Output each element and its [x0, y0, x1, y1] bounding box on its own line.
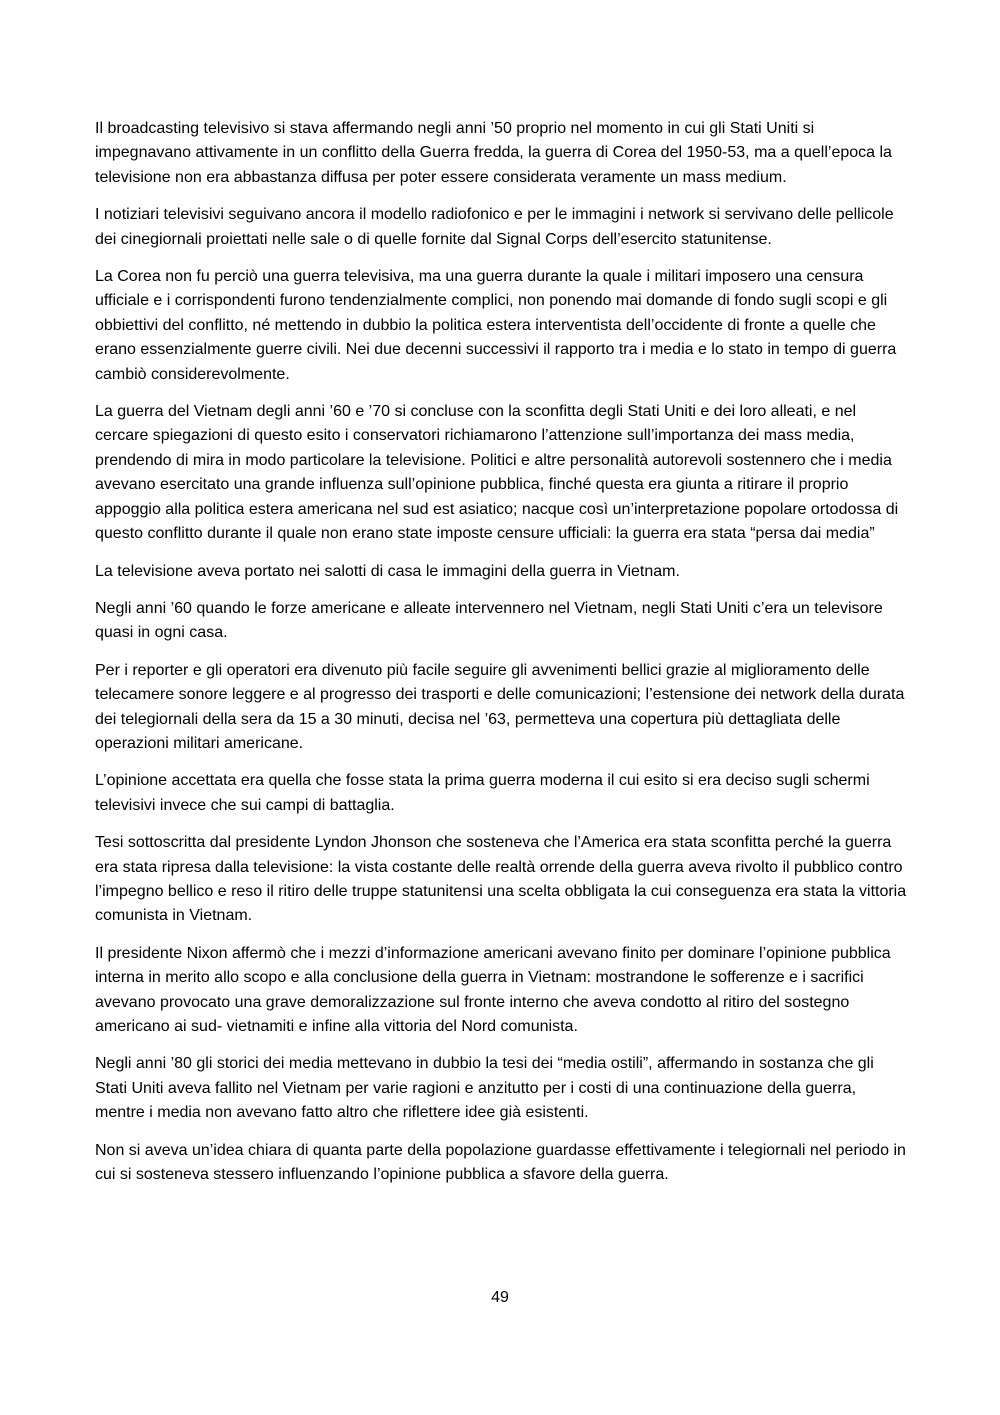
paragraph-6: Negli anni ’60 quando le forze americane e alleate intervennero nel Vietnam, negli Stati Uniti c’era un televisore quasi in ogni casa. [95, 599, 883, 642]
paragraph-12: Non si aveva un’idea chiara di quanta parte della popolazione guardasse effettivamente i telegiornali nel periodo in cui si sosteneva stessero influenzando l’opinione pubblica a sfavore della guerra. [95, 1141, 906, 1184]
paragraph-2: I notiziari televisivi seguivano ancora il modello radiofonico e per le immagini i network si servivano delle pellicole dei cinegiornali proiettati nelle sale o di quelle fornite dal Signal Corps dell’esercito statunitense. [95, 206, 894, 248]
paragraph-5: La televisione aveva portato nei salotti di casa le immagini della guerra in Vietnam. [95, 562, 680, 580]
page-number: 49 [491, 1289, 509, 1306]
paragraph-7: Per i reporter e gli operatori era divenuto più facile seguire gli avvenimenti bellici grazie al miglioramento delle telecamere sonore leggere e al progresso dei trasporti e delle comunicazioni; l’estensione dei network della durata dei telegiornali della sera da 15 a 30 minuti, decisa nel ’63, permetteva una copertura più dettagliata delle operazioni militari americane. [95, 661, 905, 752]
paragraph-9: Tesi sottoscritta dal presidente Lyndon Jhonson che sosteneva che l’America era stata sconfitta perché la guerra era stata ripresa dalla televisione: la vista costante delle realtà orrende della guerra aveva rivolto il pubblico contro l’impegno bellico e reso il ritiro delle truppe statunitensi una scelta obbligata la cui conseguenza era stata la vittoria comunista in Vietnam. [95, 834, 907, 925]
body-text [95, 117, 907, 1200]
paragraph-4: La guerra del Vietnam degli anni ’60 e ’70 si concluse con la sconfitta degli Stati Uniti e dei loro alleati, e nel cercare spiegazioni di questo esito i conservatori richiamarono l’attenzione sull’importanza dei mass media, prendendo di mira in modo particolare la televisione. Politici e altre personalità autorevoli sostennero che i media avevano esercitato una grande influenza sull’opinione pubblica, finché questa era giunta a ritirare il proprio appoggio alla politica estera americana nel sud est asiatico; nacque così un’interpretazione popolare ortodossa di questo conflitto durante il quale non erano state imposte censure ufficiali: la guerra era stata “persa dai media” [95, 403, 899, 543]
paragraph-11: Negli anni ’80 gli storici dei media mettevano in dubbio la tesi dei “media ostili”, affermando in sostanza che gli Stati Uniti aveva fallito nel Vietnam per varie ragioni e anzitutto per i costi di una continuazione della guerra, mentre i media non avevano fatto altro che riflettere idee già esistenti. [95, 1055, 874, 1122]
paragraph-8: L’opinione accettata era quella che fosse stata la prima guerra moderna il cui esito si era deciso sugli schermi televisivi invece che sui campi di battaglia. [95, 772, 870, 814]
paragraph-10: Il presidente Nixon affermò che i mezzi d’informazione americani avevano finito per dominare l’opinione pubblica interna in merito allo scopo e alla conclusione della guerra in Vietnam: mostrandone le sofferenze e i sacrifici avevano provocato una grave demoralizzazione sul fronte interno che aveva condotto al ritiro del sostegno americano ai sud- vietnamiti e infine alla vittoria del Nord comunista. [95, 944, 891, 1035]
paragraph-3: La Corea non fu perciò una guerra televisiva, ma una guerra durante la quale i militari imposero una censura ufficiale e i corrispondenti furono tendenzialmente complici, non ponendo mai domande di fondo sugli scopi e gli obbiettivi del conflitto, né mettendo in dubbio la politica estera interventista dell’occidente di fronte a quelle che erano essenzialmente guerre civili. Nei due decenni successivi il rapporto tra i media e lo stato in tempo di guerra cambiò considerevolmente. [95, 268, 897, 383]
paragraph-1: Il broadcasting televisivo si stava affermando negli anni ’50 proprio nel momento in cui gli Stati Uniti si impegnavano attivamente in un conflitto della Guerra fredda, la guerra di Corea del 1950-53, ma a quell’epoca la televisione non era abbastanza diffusa per poter essere considerata veramente un mass medium. [95, 120, 892, 186]
